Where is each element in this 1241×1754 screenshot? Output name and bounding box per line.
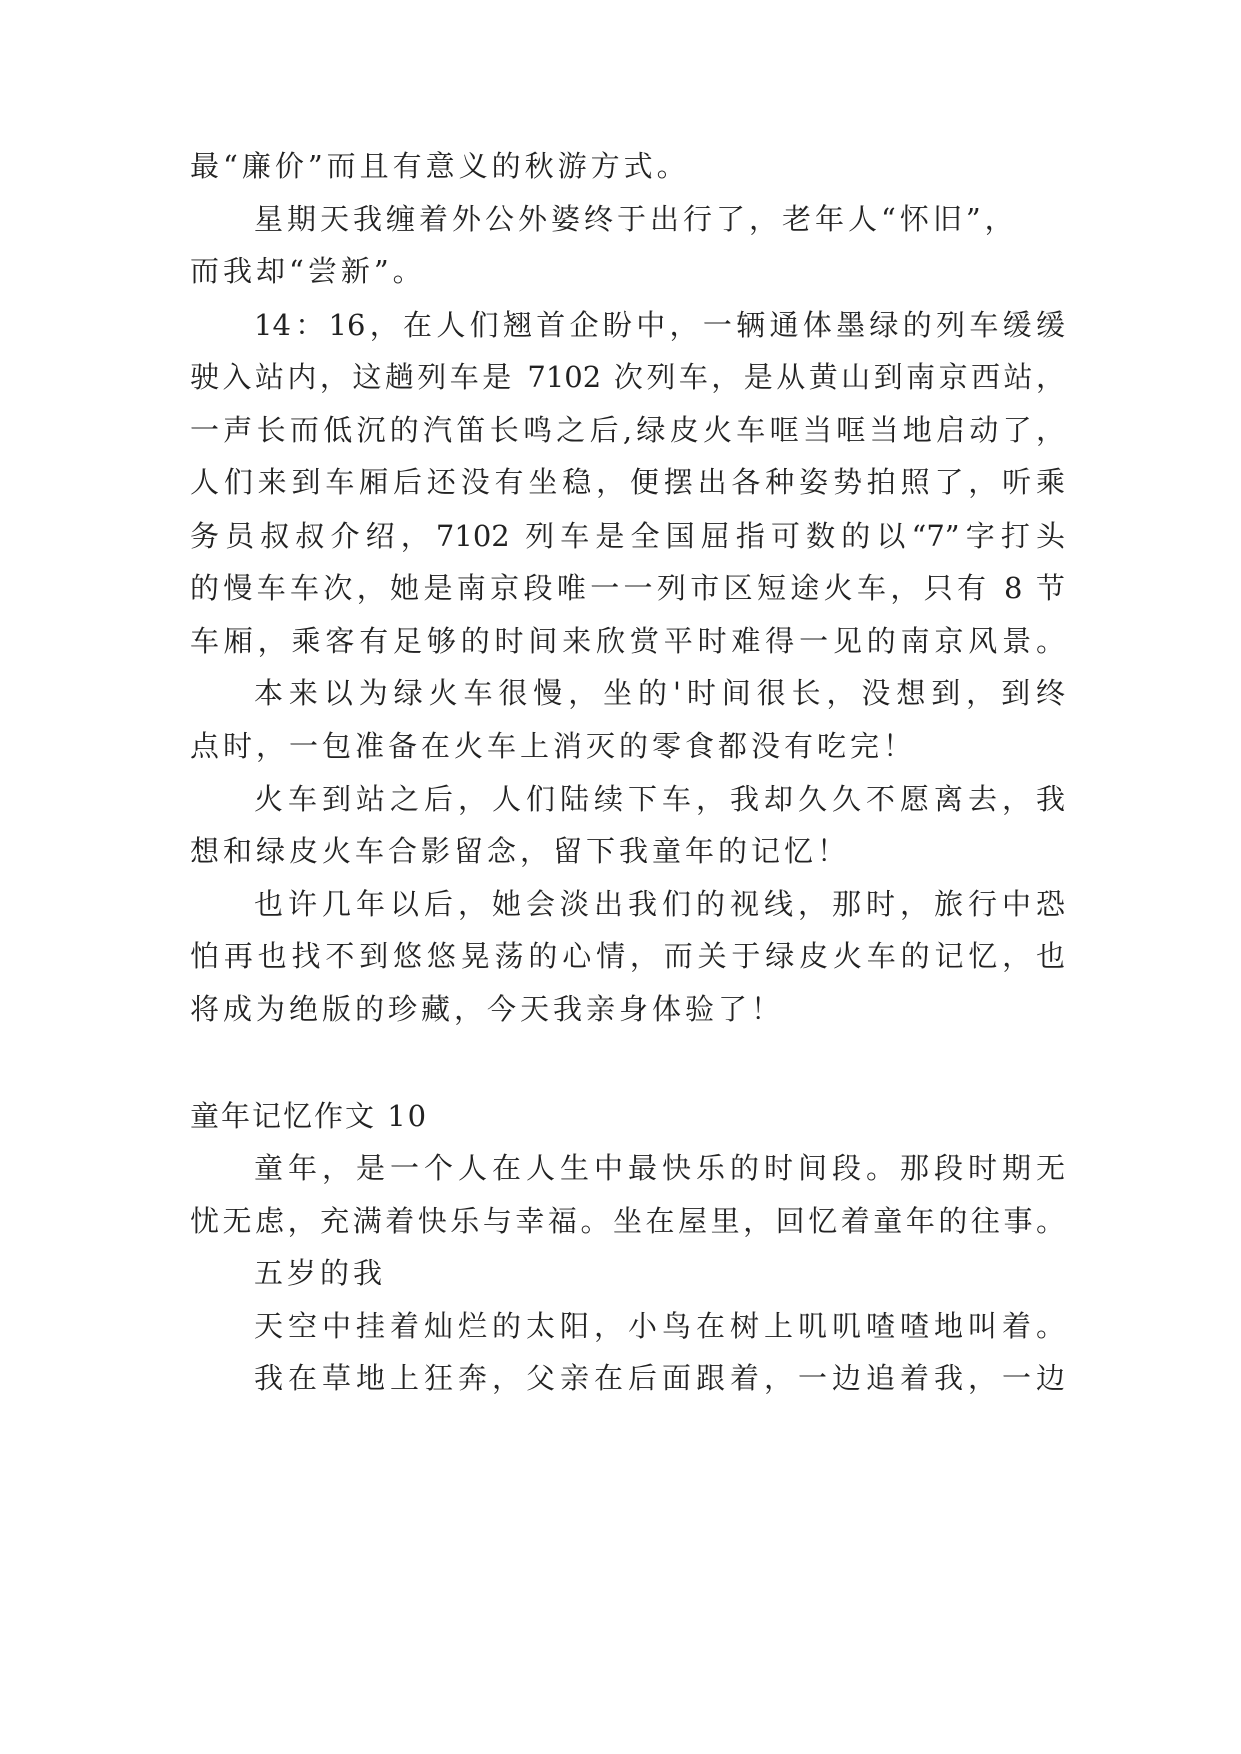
paragraph-line: 最“廉价”而且有意义的秋游方式。 bbox=[190, 149, 690, 183]
paragraph-line: 而我却“尝新”。 bbox=[190, 254, 426, 288]
paragraph-line: 人们来到车厢后还没有坐稳，便摆出各种姿势拍照了，听乘 bbox=[190, 465, 1065, 499]
paragraph-line: 也许几年以后，她会淡出我们的视线，那时，旅行中恐 bbox=[254, 887, 1065, 921]
paragraph-line: 14：16，在人们翘首企盼中，一辆通体墨绿的列车缓缓 bbox=[254, 308, 1065, 342]
paragraph-line: 忧无虑，充满着快乐与幸福。坐在屋里，回忆着童年的往事。 bbox=[190, 1204, 1065, 1238]
paragraph-line: 怕再也找不到悠悠晃荡的心情，而关于绿皮火车的记忆，也 bbox=[190, 939, 1065, 973]
paragraph-line: 一声长而低沉的汽笛长鸣之后,绿皮火车哐当哐当地启动了， bbox=[190, 413, 1065, 447]
paragraph-line: 务员叔叔介绍，7102 列车是全国屈指可数的以“7”字打头 bbox=[190, 519, 1065, 553]
paragraph-line: 车厢，乘客有足够的时间来欣赏平时难得一见的南京风景。 bbox=[190, 624, 1065, 658]
paragraph-line: 火车到站之后，人们陆续下车，我却久久不愿离去，我 bbox=[254, 782, 1065, 816]
paragraph-line: 点时，一包准备在火车上消灭的零食都没有吃完！ bbox=[190, 729, 917, 763]
paragraph-line: 本来以为绿火车很慢，坐的'时间很长，没想到，到终 bbox=[254, 676, 1065, 710]
paragraph-line: 的慢车车次，她是南京段唯一一列市区短途火车，只有 8 节 bbox=[190, 571, 1065, 605]
paragraph-line: 想和绿皮火车合影留念，留下我童年的记忆！ bbox=[190, 834, 851, 868]
paragraph-line: 驶入站内，这趟列车是 7102 次列车，是从黄山到南京西站， bbox=[190, 360, 1065, 394]
paragraph-line: 五岁的我 bbox=[254, 1256, 387, 1290]
paragraph-line: 天空中挂着灿烂的太阳，小鸟在树上叽叽喳喳地叫着。 bbox=[254, 1309, 1065, 1343]
paragraph-line: 童年，是一个人在人生中最快乐的时间段。那段时期无 bbox=[254, 1151, 1065, 1185]
paragraph-line: 星期天我缠着外公外婆终于出行了，老年人“怀旧”， bbox=[254, 202, 1018, 236]
paragraph-line: 我在草地上狂奔，父亲在后面跟着，一边追着我，一边 bbox=[254, 1361, 1065, 1395]
section-title: 童年记忆作文 10 bbox=[190, 1099, 429, 1133]
paragraph-line: 将成为绝版的珍藏，今天我亲身体验了！ bbox=[190, 992, 785, 1026]
